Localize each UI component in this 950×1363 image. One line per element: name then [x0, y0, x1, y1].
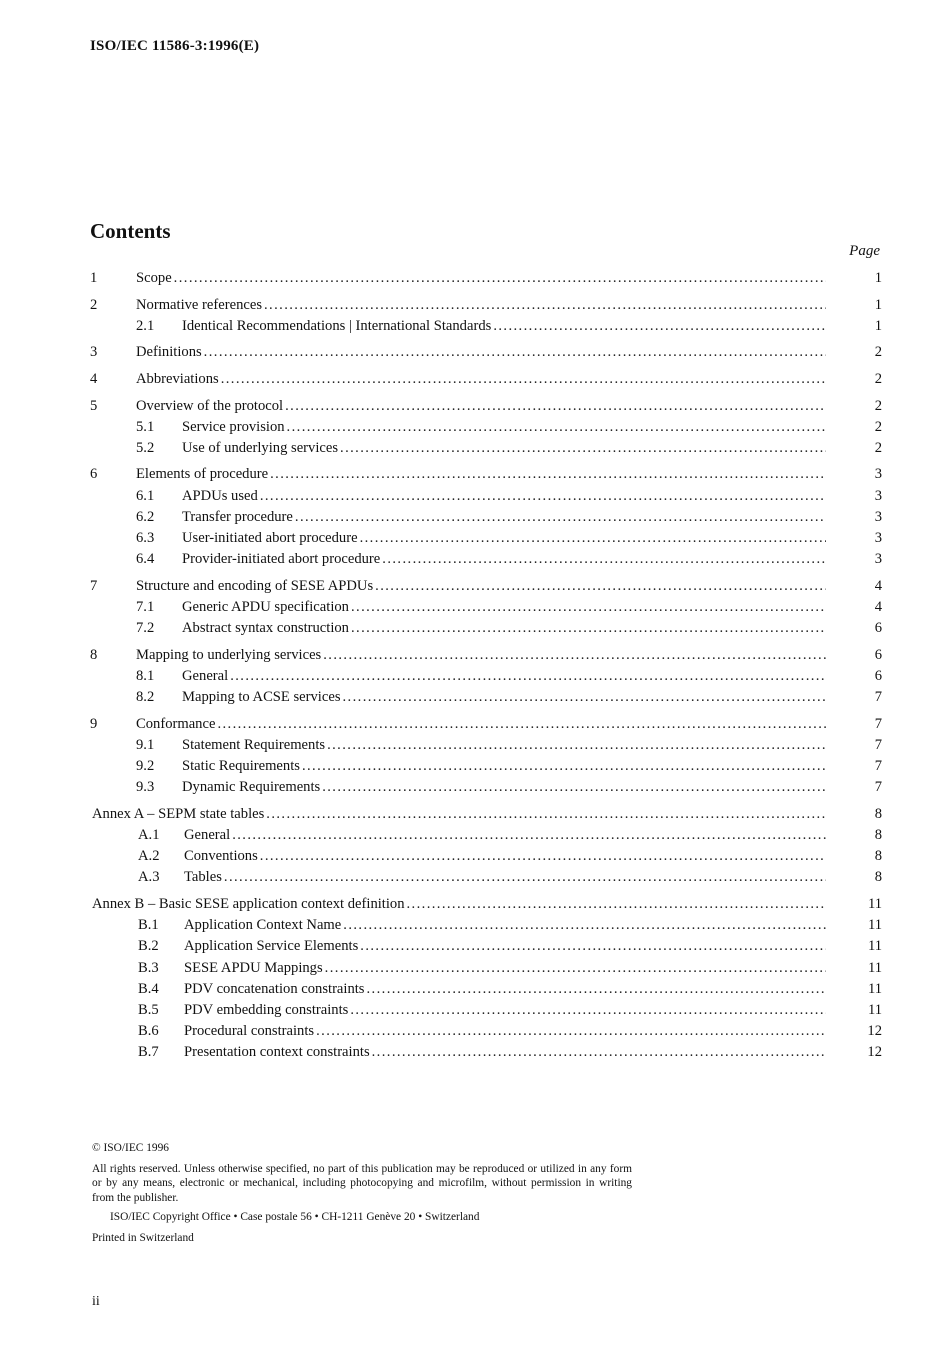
toc-entry-title: General [184, 827, 231, 844]
toc-entry-number: A.3 [138, 869, 160, 886]
toc-dot-leader [221, 369, 826, 390]
toc-entry-title: Statement Requirements [182, 736, 326, 753]
toc-entry-page: 8 [874, 827, 882, 844]
toc-entry-leader [184, 958, 826, 979]
rights-statement: All rights reserved. Unless otherwise specified, no part of this publication may be reproduced or utilized in any form or by any means, electronic or mechanical, including photocopying and microfilm, without permission in writing from the publisher. [92, 1162, 632, 1204]
toc-entry-number: B.4 [138, 980, 159, 997]
toc-dot-leader [343, 915, 826, 936]
toc-entry[interactable] [90, 549, 882, 570]
toc-entry[interactable] [90, 342, 882, 363]
toc-dot-leader [322, 777, 826, 798]
toc-entry-page: 3 [874, 487, 882, 504]
document-id-header: ISO/IEC 11586-3:1996(E) [90, 38, 260, 54]
toc-entry-page: 7 [874, 736, 882, 753]
toc-dot-leader [264, 295, 826, 316]
toc-entry[interactable] [90, 507, 882, 528]
table-of-contents [90, 268, 882, 1063]
toc-entry[interactable] [90, 756, 882, 777]
toc-entry-page: 2 [874, 397, 882, 414]
toc-entry-page: 1 [874, 270, 882, 286]
toc-entry-number: 6.2 [136, 508, 155, 525]
toc-entry-leader [136, 268, 826, 289]
toc-entry[interactable] [90, 687, 882, 708]
toc-entry-leader [184, 1042, 826, 1063]
page-column-label: Page [849, 243, 880, 259]
toc-entry-number: 6.1 [136, 487, 155, 504]
toc-entry-page: 3 [874, 466, 882, 483]
toc-entry-leader [184, 867, 826, 888]
toc-entry-title: Provider-initiated abort procedure [182, 551, 381, 568]
toc-dot-leader [382, 549, 826, 570]
toc-entry-title: Mapping to underlying services [136, 646, 322, 663]
toc-entry[interactable] [90, 618, 882, 639]
toc-entry-title: Application Service Elements [184, 938, 359, 955]
toc-entry-leader [184, 1021, 826, 1042]
toc-dot-leader [375, 576, 826, 597]
toc-entry-leader [182, 438, 826, 459]
toc-entry[interactable] [90, 936, 882, 957]
toc-entry-title: Elements of procedure [136, 466, 269, 483]
toc-dot-leader [302, 756, 826, 777]
toc-entry-page: 1 [874, 296, 882, 313]
toc-entry-page: 11 [867, 917, 882, 934]
toc-entry-title: Static Requirements [182, 758, 300, 775]
toc-entry-page: 11 [867, 1001, 882, 1018]
toc-entry-leader [182, 756, 826, 777]
toc-entry[interactable] [90, 528, 882, 549]
toc-entry[interactable] [90, 958, 882, 979]
toc-entry-title: Mapping to ACSE services [182, 689, 341, 706]
toc-entry-leader [136, 342, 826, 363]
copyright-line: © ISO/IEC 1996 [92, 1142, 169, 1154]
toc-entry-title: Structure and encoding of SESE APDUs [136, 577, 374, 594]
toc-entry-leader [182, 777, 826, 798]
toc-entry-page: 11 [867, 938, 882, 955]
toc-entry-page: 7 [874, 779, 882, 796]
toc-entry[interactable] [90, 645, 882, 666]
toc-entry-title: PDV concatenation constraints [184, 980, 365, 997]
toc-entry-number: 7 [90, 577, 98, 594]
toc-entry-leader [92, 804, 826, 825]
toc-entry[interactable] [90, 417, 882, 438]
toc-entry-page: 2 [874, 439, 882, 456]
toc-entry-number: 8 [90, 646, 98, 663]
toc-entry[interactable] [90, 666, 882, 687]
toc-dot-leader [350, 1000, 826, 1021]
toc-entry-number: 7.1 [136, 598, 155, 615]
toc-entry-page: 6 [874, 620, 882, 637]
toc-entry-number: 9.1 [136, 736, 155, 753]
toc-entry-title: Annex B – Basic SESE application context definition [92, 895, 405, 912]
toc-entry-leader [184, 1000, 826, 1021]
toc-dot-leader [367, 979, 827, 1000]
toc-entry-title: Procedural constraints [184, 1023, 315, 1040]
toc-entry-page: 2 [874, 418, 882, 435]
toc-entry-number: 9.3 [136, 779, 155, 796]
toc-entry[interactable] [90, 979, 882, 1000]
toc-entry-leader [182, 507, 826, 528]
toc-entry[interactable] [90, 867, 882, 888]
toc-entry-leader [184, 915, 826, 936]
toc-entry-leader [184, 979, 826, 1000]
toc-entry-number: 6.4 [136, 551, 155, 568]
toc-entry-number: 5.2 [136, 439, 155, 456]
toc-entry-leader [182, 417, 826, 438]
toc-dot-leader [174, 268, 826, 289]
copyright-office-address: ISO/IEC Copyright Office • Case postale 56 • CH-1211 Genève 20 • Switzerland [110, 1211, 480, 1224]
toc-entry-page: 3 [874, 530, 882, 547]
toc-entry-number: B.7 [138, 1044, 159, 1061]
toc-entry-number: A.2 [138, 848, 160, 865]
toc-entry-title: Identical Recommendations | International Standards [182, 317, 492, 334]
toc-entry-leader [136, 714, 826, 735]
toc-entry[interactable] [90, 825, 882, 846]
toc-entry[interactable] [90, 268, 882, 289]
toc-entry-title: Annex A – SEPM state tables [92, 805, 265, 822]
toc-entry-leader [184, 846, 826, 867]
toc-dot-leader [270, 464, 826, 485]
toc-entry-page: 3 [874, 551, 882, 568]
toc-entry-number: B.1 [138, 917, 159, 934]
toc-entry-leader [136, 396, 826, 417]
toc-dot-leader [285, 396, 826, 417]
toc-entry-page: 4 [874, 577, 882, 594]
toc-entry-title: User-initiated abort procedure [182, 530, 358, 547]
toc-entry-leader [182, 549, 826, 570]
toc-entry-title: Tables [184, 869, 222, 886]
toc-entry-page: 7 [874, 689, 882, 706]
toc-entry-number: 8.2 [136, 689, 155, 706]
toc-entry-page: 3 [874, 508, 882, 525]
toc-entry-number: B.2 [138, 938, 159, 955]
toc-entry-page: 6 [874, 667, 882, 684]
toc-entry-title: Conformance [136, 715, 216, 732]
toc-entry-number: 7.2 [136, 620, 155, 637]
toc-entry-leader [182, 618, 826, 639]
toc-entry-title: Scope [136, 270, 172, 286]
toc-entry-number: 1 [90, 270, 98, 286]
toc-dot-leader [224, 867, 826, 888]
toc-entry-leader [136, 645, 826, 666]
toc-dot-leader [295, 507, 826, 528]
toc-entry-page: 8 [874, 848, 882, 865]
toc-entry-number: A.1 [138, 827, 160, 844]
toc-entry-page: 2 [874, 370, 882, 387]
toc-entry-number: 6.3 [136, 530, 155, 547]
toc-entry-title: Service provision [182, 418, 285, 435]
toc-entry-number: B.5 [138, 1001, 159, 1018]
toc-dot-leader [351, 597, 826, 618]
toc-entry[interactable] [90, 369, 882, 390]
toc-dot-leader [407, 894, 827, 915]
toc-entry-title: Use of underlying services [182, 439, 339, 456]
toc-entry[interactable] [90, 804, 882, 825]
toc-entry-title: Conventions [184, 848, 258, 865]
toc-dot-leader [260, 846, 826, 867]
toc-entry[interactable] [90, 915, 882, 936]
toc-entry-leader [184, 936, 826, 957]
toc-dot-leader [493, 316, 826, 337]
toc-entry-leader [136, 369, 826, 390]
toc-entry[interactable] [90, 1000, 882, 1021]
toc-entry[interactable] [90, 735, 882, 756]
toc-entry-leader [182, 735, 826, 756]
toc-entry-number: 5 [90, 397, 98, 414]
toc-entry-title: Generic APDU specification [182, 598, 349, 615]
toc-entry-page: 8 [874, 805, 882, 822]
toc-dot-leader [230, 666, 826, 687]
page-number: ii [92, 1294, 100, 1309]
toc-entry-leader [136, 464, 826, 485]
toc-entry-number: 4 [90, 370, 98, 387]
toc-entry-number: 2 [90, 296, 98, 313]
toc-dot-leader [360, 528, 826, 549]
toc-entry-page: 11 [867, 895, 882, 912]
toc-entry-title: Normative references [136, 296, 262, 313]
toc-entry[interactable] [90, 464, 882, 485]
toc-entry[interactable] [90, 894, 882, 915]
copyright-notice [92, 1141, 632, 1246]
toc-entry-leader [182, 666, 826, 687]
toc-entry-title: Definitions [136, 344, 202, 361]
toc-entry[interactable] [90, 714, 882, 735]
toc-dot-leader [204, 342, 826, 363]
toc-entry[interactable] [90, 1021, 882, 1042]
toc-entry-title: Dynamic Requirements [182, 779, 321, 796]
toc-entry[interactable] [90, 576, 882, 597]
toc-entry-page: 4 [874, 598, 882, 615]
toc-dot-leader [343, 687, 827, 708]
toc-dot-leader [266, 804, 826, 825]
toc-entry-title: APDUs used [182, 487, 258, 504]
toc-entry-title: Presentation context constraints [184, 1044, 370, 1061]
toc-entry-title: General [182, 667, 229, 684]
toc-entry-number: 5.1 [136, 418, 155, 435]
toc-entry[interactable] [90, 1042, 882, 1063]
toc-entry-title: Abstract syntax construction [182, 620, 349, 637]
toc-entry-leader [92, 894, 826, 915]
toc-dot-leader [325, 958, 826, 979]
toc-entry-page: 7 [874, 758, 882, 775]
toc-entry-page: 8 [874, 869, 882, 886]
toc-entry-leader [184, 825, 826, 846]
toc-entry-page: 11 [867, 980, 882, 997]
printed-in-statement: Printed in Switzerland [92, 1231, 194, 1244]
toc-dot-leader [217, 714, 826, 735]
toc-dot-leader [316, 1021, 826, 1042]
toc-entry-title: PDV embedding constraints [184, 1001, 349, 1018]
contents-title: Contents [90, 219, 171, 243]
toc-entry-title: Application Context Name [184, 917, 342, 934]
toc-entry-leader [182, 486, 826, 507]
toc-dot-leader [372, 1042, 826, 1063]
toc-entry-title: Abbreviations [136, 370, 219, 387]
toc-entry-leader [182, 597, 826, 618]
toc-entry-leader [136, 576, 826, 597]
toc-dot-leader [232, 825, 826, 846]
toc-entry-number: 9.2 [136, 758, 155, 775]
toc-entry-page: 2 [874, 344, 882, 361]
toc-entry-page: 7 [874, 715, 882, 732]
toc-dot-leader [287, 417, 826, 438]
toc-entry-number: B.3 [138, 959, 159, 976]
toc-entry-number: 3 [90, 344, 98, 361]
toc-entry[interactable] [90, 777, 882, 798]
toc-entry-page: 11 [867, 959, 882, 976]
toc-dot-leader [360, 936, 826, 957]
toc-entry-leader [182, 316, 826, 337]
toc-entry-number: B.6 [138, 1023, 159, 1040]
toc-dot-leader [340, 438, 826, 459]
toc-entry-page: 1 [874, 317, 882, 334]
toc-entry-leader [136, 295, 826, 316]
toc-entry-number: 2.1 [136, 317, 155, 334]
toc-dot-leader [351, 618, 826, 639]
toc-entry[interactable] [90, 597, 882, 618]
toc-entry-title: Transfer procedure [182, 508, 293, 525]
toc-entry-leader [182, 528, 826, 549]
toc-entry[interactable] [90, 846, 882, 867]
toc-dot-leader [327, 735, 826, 756]
toc-entry-leader [182, 687, 826, 708]
toc-entry[interactable] [90, 396, 882, 417]
toc-entry-number: 6 [90, 466, 98, 483]
toc-entry[interactable] [90, 438, 882, 459]
toc-entry-title: SESE APDU Mappings [184, 959, 323, 976]
toc-entry-number: 8.1 [136, 667, 155, 684]
toc-entry-title: Overview of the protocol [136, 397, 284, 414]
toc-entry-number: 9 [90, 715, 98, 732]
toc-entry[interactable] [90, 486, 882, 507]
toc-entry-page: 12 [867, 1023, 882, 1040]
toc-entry[interactable] [90, 316, 882, 337]
toc-entry[interactable] [90, 295, 882, 316]
toc-dot-leader [323, 645, 826, 666]
toc-entry-page: 12 [867, 1044, 882, 1061]
toc-dot-leader [260, 486, 826, 507]
toc-entry-page: 6 [874, 646, 882, 663]
